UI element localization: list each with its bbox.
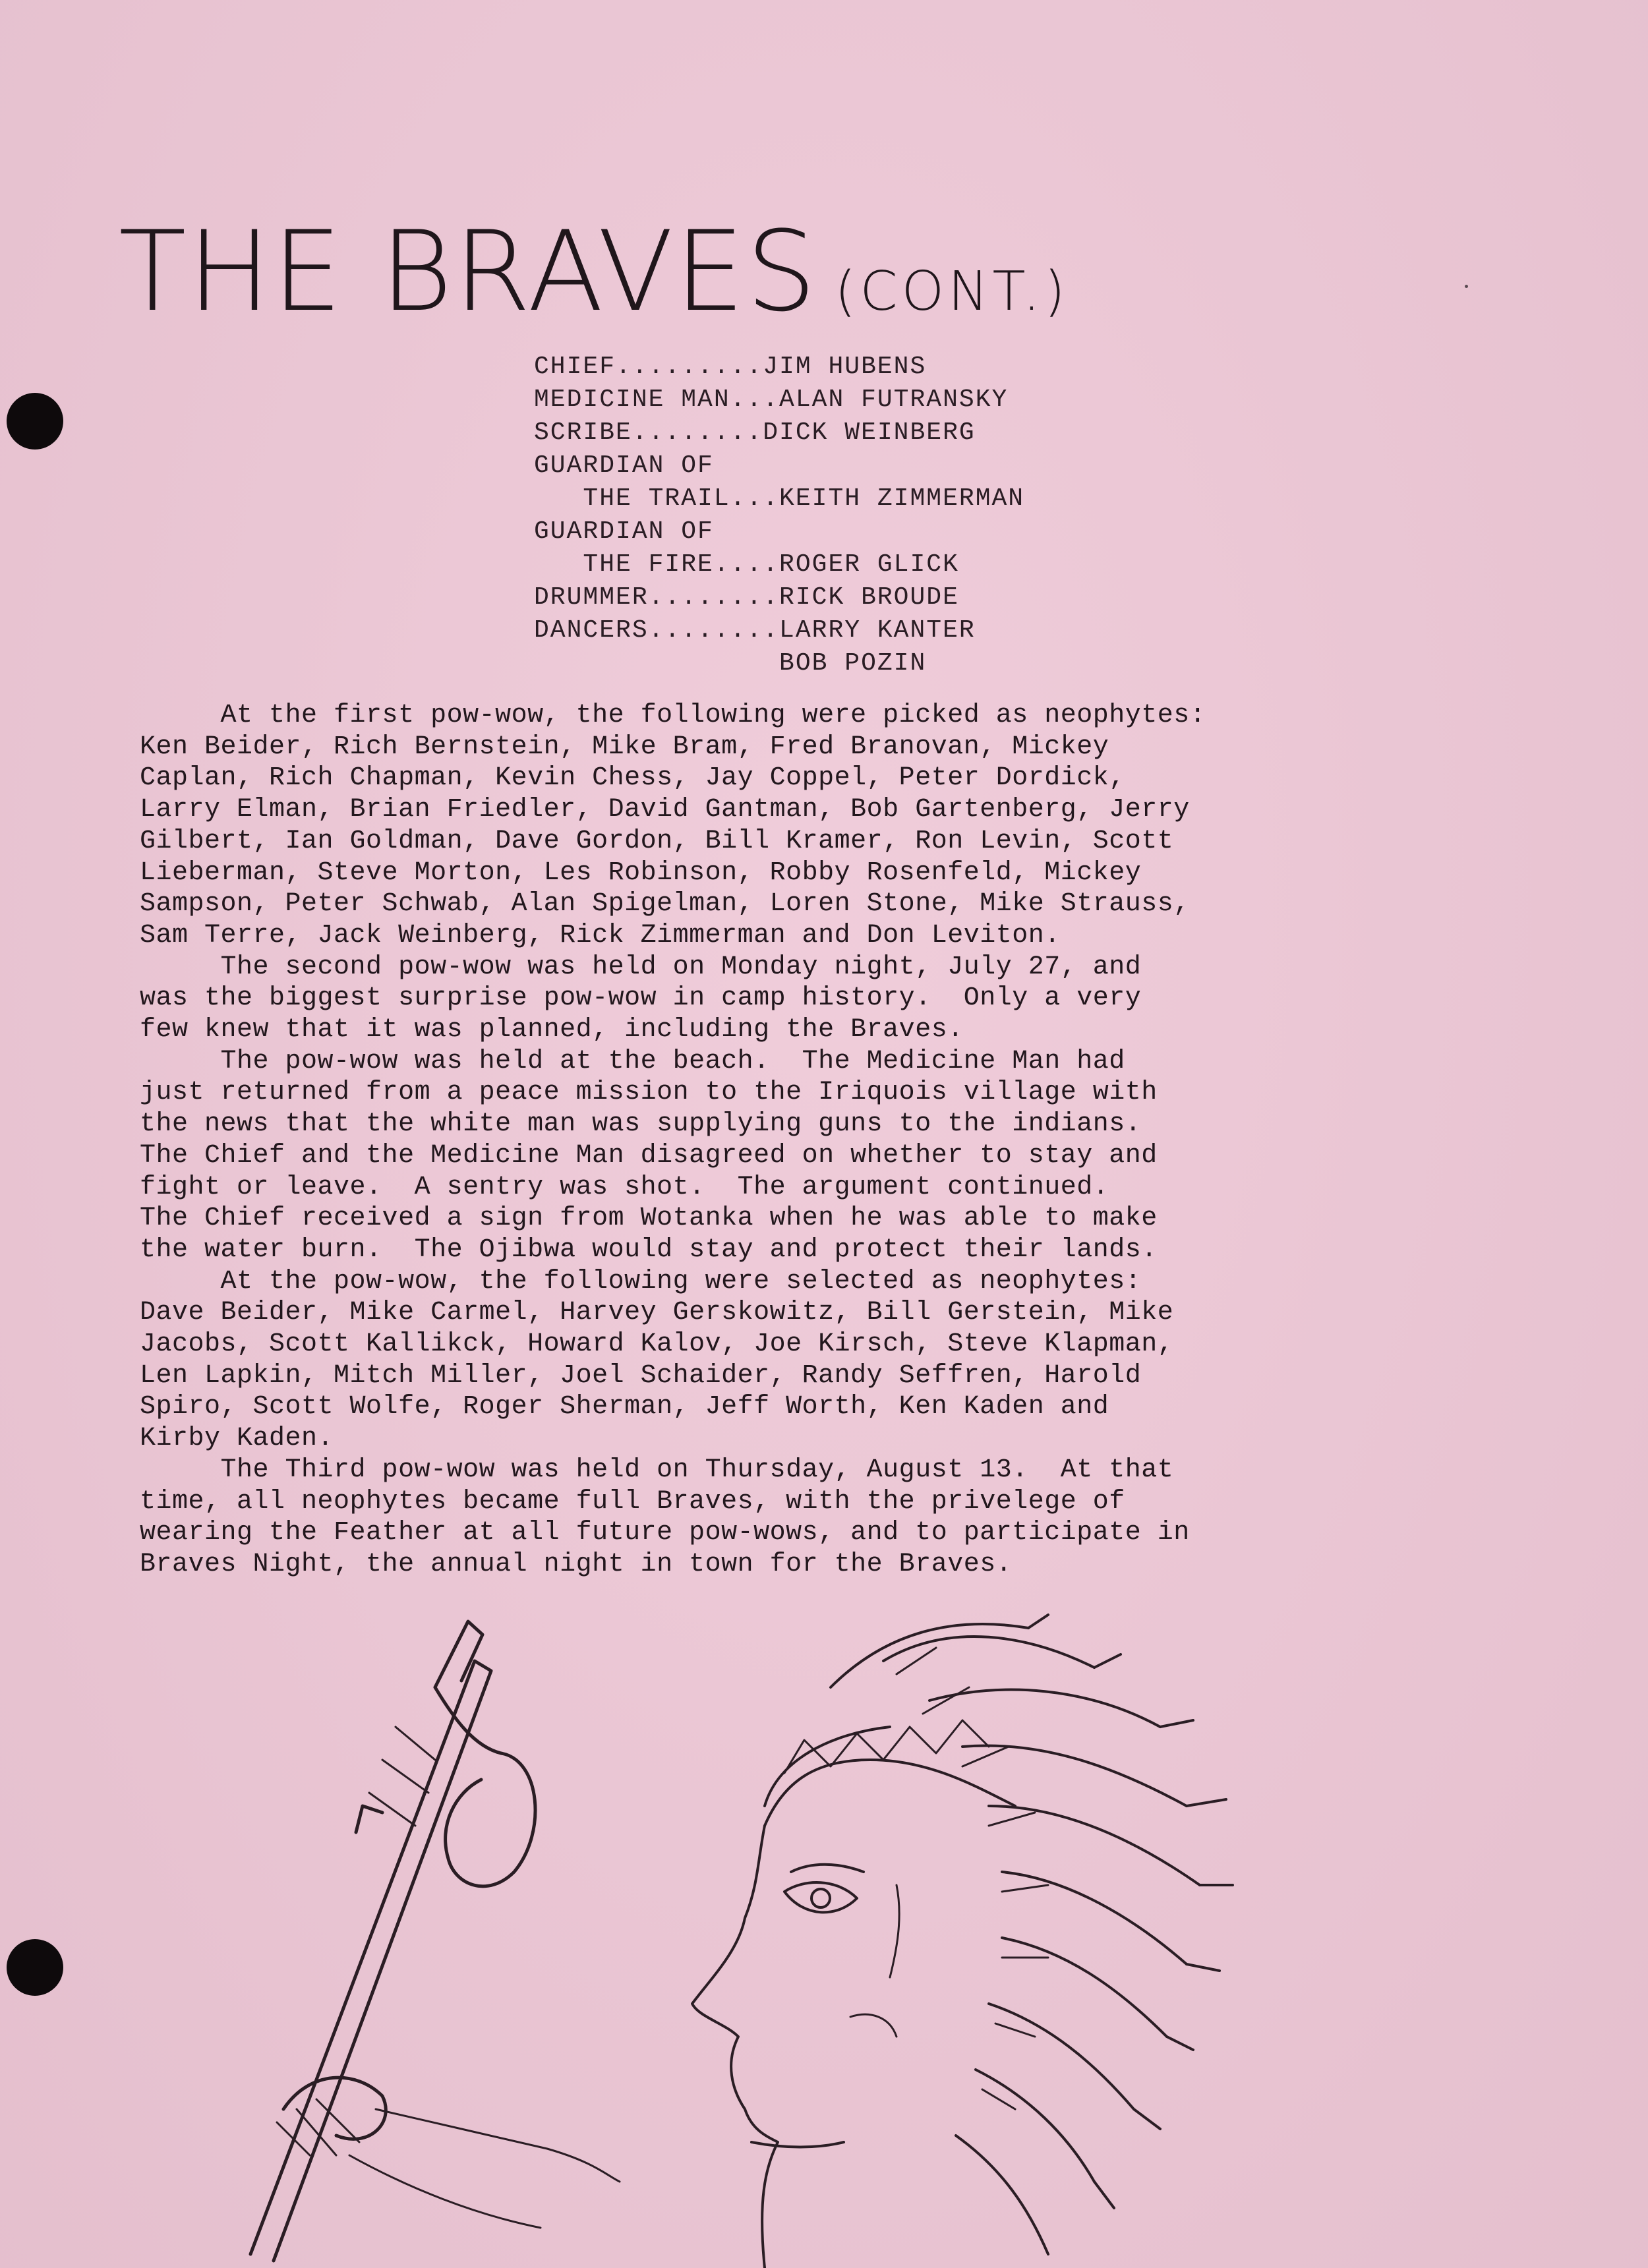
roster-line: DANCERS........LARRY KANTER <box>534 616 976 645</box>
body-line: was the biggest surprise pow-wow in camp history. Only a very <box>140 983 1142 1014</box>
body-line: Larry Elman, Brian Friedler, David Gantman, Bob Gartenberg, Jerry <box>140 795 1190 825</box>
body-line: The second pow-wow was held on Monday night, July 27, and <box>140 952 1142 982</box>
body-line: Braves Night, the annual night in town for the Braves. <box>140 1549 1013 1579</box>
roster-line: MEDICINE MAN...ALAN FUTRANSKY <box>534 386 1009 414</box>
body-line: The Third pow-wow was held on Thursday, August 13. At that <box>140 1455 1174 1485</box>
body-line: Ken Beider, Rich Bernstein, Mike Bram, Fred Branovan, Mickey <box>140 732 1109 762</box>
body-line: the news that the white man was supplying guns to the indians. <box>140 1109 1142 1140</box>
roster-line: GUARDIAN OF <box>534 517 714 546</box>
roster-line: SCRIBE........DICK WEINBERG <box>534 419 976 447</box>
roster-line: BOB POZIN <box>534 649 927 678</box>
body-line: The pow-wow was held at the beach. The Medicine Man had <box>140 1046 1125 1076</box>
face-drawing <box>692 1826 899 2268</box>
body-line: The Chief received a sign from Wotanka when he was able to make <box>140 1204 1158 1234</box>
roster-line: THE FIRE....ROGER GLICK <box>534 550 959 579</box>
body-line: just returned from a peace mission to the Iriquois village with <box>140 1078 1158 1108</box>
body-line: Spiro, Scott Wolfe, Roger Sherman, Jeff Worth, Ken Kaden and <box>140 1392 1109 1422</box>
binder-hole-bottom <box>7 1939 63 1996</box>
binder-hole-top <box>7 393 63 450</box>
body-line: Caplan, Rich Chapman, Kevin Chess, Jay Coppel, Peter Dordick, <box>140 763 1125 794</box>
body-line: few knew that it was planned, including the Braves. <box>140 1015 964 1045</box>
body-line: Gilbert, Ian Goldman, Dave Gordon, Bill Kramer, Ron Levin, Scott <box>140 826 1174 856</box>
body-line: Kirby Kaden. <box>140 1424 334 1454</box>
body-line: time, all neophytes became full Braves, with the privelege of <box>140 1486 1174 1517</box>
page-title <box>119 207 1069 336</box>
article-body <box>140 700 1206 1581</box>
roster-line: CHIEF.........JIM HUBENS <box>534 353 927 381</box>
body-line: The Chief and the Medicine Man disagreed on whether to stay and <box>140 1140 1158 1171</box>
paper-speck <box>1465 285 1468 288</box>
roster-line: DRUMMER........RICK BROUDE <box>534 583 959 612</box>
title-cont: (CONT.) <box>835 260 1069 323</box>
roster-line: THE TRAIL...KEITH ZIMMERMAN <box>534 484 1025 513</box>
body-line: Sampson, Peter Schwab, Alan Spigelman, Loren Stone, Mike Strauss, <box>140 889 1190 919</box>
body-line: fight or leave. A sentry was shot. The argument continued. <box>140 1172 1109 1202</box>
officer-roster <box>534 351 1024 680</box>
headdress-drawing <box>765 1615 1233 2254</box>
body-line: Jacobs, Scott Kallikck, Howard Kalov, Joe Kirsch, Steve Klapman, <box>140 1329 1174 1360</box>
body-line: the water burn. The Ojibwa would stay and protect their lands. <box>140 1235 1158 1265</box>
body-line: At the pow-wow, the following were selected as neophytes: <box>140 1266 1142 1296</box>
tomahawk-drawing <box>250 1621 535 2261</box>
roster-line: GUARDIAN OF <box>534 451 714 480</box>
title-text: THE BRAVES <box>119 207 818 336</box>
body-line: wearing the Feather at all future pow-wows, and to participate in <box>140 1518 1190 1548</box>
body-line: Sam Terre, Jack Weinberg, Rick Zimmerman and Don Leviton. <box>140 920 1061 950</box>
body-line: Lieberman, Steve Morton, Les Robinson, Robby Rosenfeld, Mickey <box>140 858 1142 888</box>
indian-brave-illustration <box>237 1608 1437 2268</box>
body-line: Dave Beider, Mike Carmel, Harvey Gerskowitz, Bill Gerstein, Mike <box>140 1298 1174 1328</box>
body-line: Len Lapkin, Mitch Miller, Joel Schaider, Randy Seffren, Harold <box>140 1360 1142 1391</box>
body-line: At the first pow-wow, the following were picked as neophytes: <box>140 701 1206 730</box>
